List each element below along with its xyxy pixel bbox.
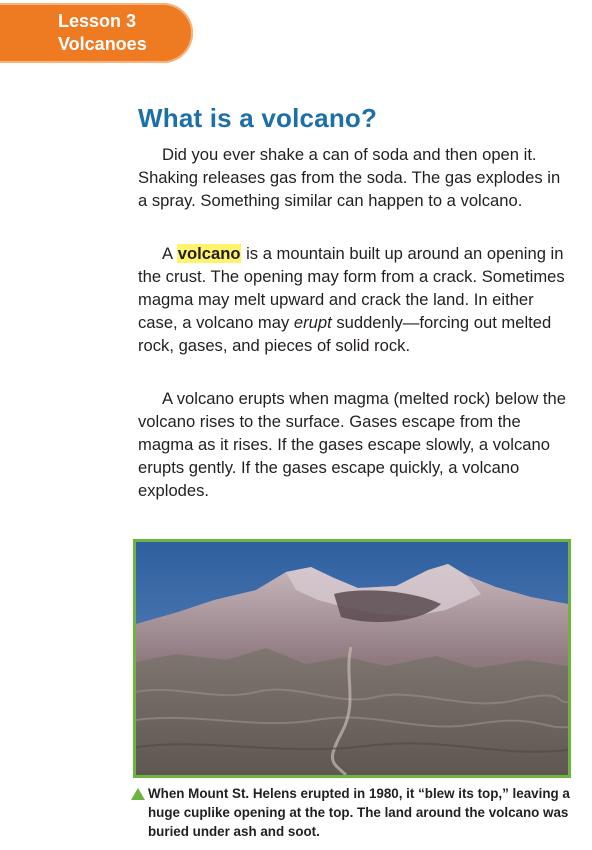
lesson-title: Volcanoes: [58, 34, 147, 54]
caption-triangle-icon: [131, 788, 145, 800]
paragraph-3: [138, 387, 570, 502]
paragraph-3-text: A volcano erupts when magma (melted rock) below the volcano rises to the surface. Gases escape from the magma as it rises. If the gases escape slowly, a volcano erupts gently. If the gases escape quickly, a volcano explodes.: [138, 389, 566, 500]
mount-st-helens-image: [136, 542, 568, 775]
paragraph-1: [138, 143, 570, 212]
lesson-tab: [0, 3, 193, 63]
paragraph-1-text: Did you ever shake a can of soda and then open it. Shaking releases gas from the soda. The gas explodes in a spray. Something similar can happen to a volcano.: [138, 145, 561, 210]
section-heading: What is a volcano?: [138, 103, 378, 133]
photo-caption: When Mount St. Helens erupted in 1980, it “blew its top,” leaving a huge cuplike opening at the top. The land around the volcano was buried under ash and soot.: [148, 786, 570, 839]
paragraph-2-middle: is a mountain built up around an opening in the crust. The opening may form from a crack. Sometimes magma may melt upward and crack the land. In either case, a volcano may: [138, 244, 565, 332]
paragraph-2-start: A: [162, 244, 177, 263]
emphasized-term: erupt: [293, 313, 332, 332]
paragraph-2: [138, 242, 570, 357]
paragraph-2-end: suddenly—forcing out melted rock, gases, and pieces of solid rock.: [138, 313, 552, 355]
lesson-number: Lesson 3: [58, 11, 137, 31]
vocabulary-term[interactable]: volcano: [177, 244, 241, 263]
volcano-photo: [133, 539, 571, 778]
